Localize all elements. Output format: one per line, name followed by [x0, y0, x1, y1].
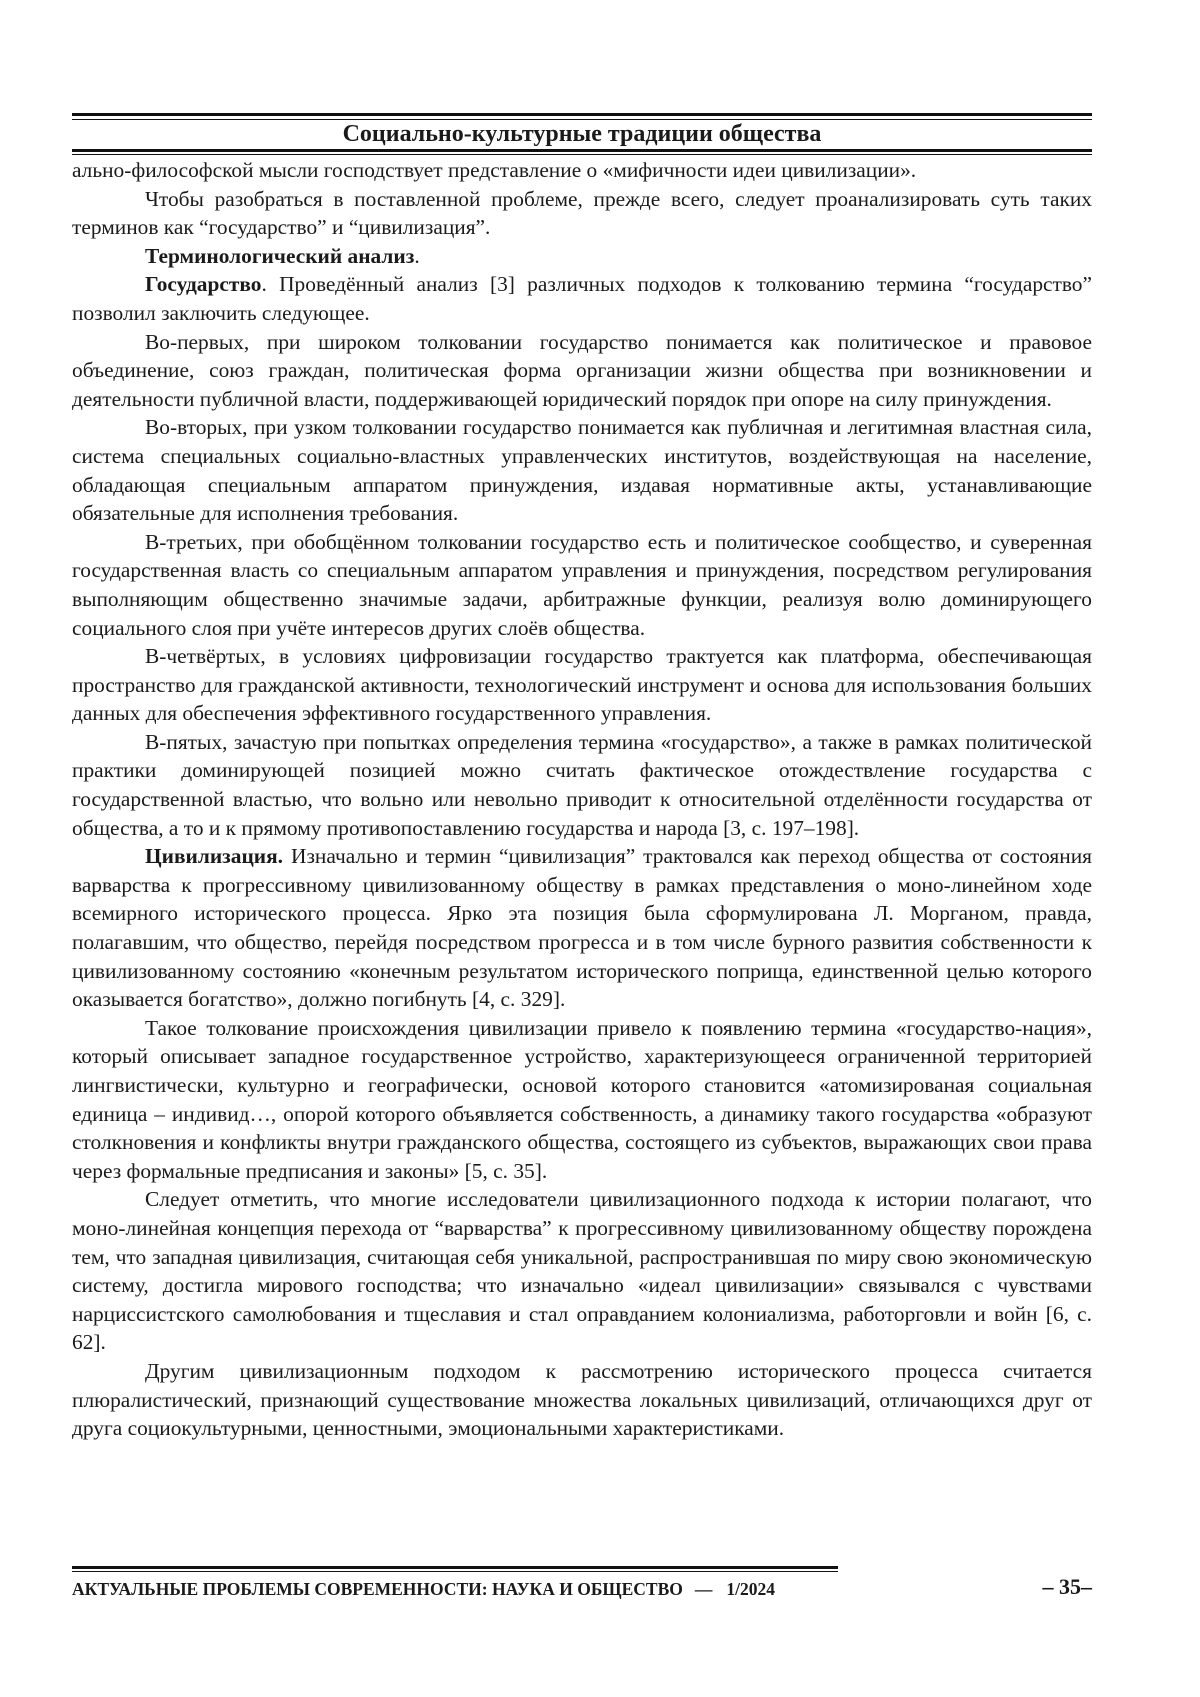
- paragraph: [72, 728, 1092, 842]
- paragraph-state: [72, 270, 1092, 327]
- paragraph-text: Во-первых, при широком толковании государство понимается как политическое и правовое объединение, союз граждан, политическая форма организации жизни общества при возникновении и деятельности публичной власти, поддерживающей юридический порядок при опоре на силу принуждения.: [72, 329, 1092, 411]
- paragraph: [72, 185, 1092, 242]
- paragraph-text: Следует отметить, что многие исследователи цивилизационного подхода к истории полагают, что моно-линейная концепция перехода от “варварства” к прогрессивному цивилизованному обществу порождена тем, что западная цивилизация, считающая себя уникальной, распространившая по миру свою экономическую систему, достигла мирового господства; что изначально «идеал цивилизации» связывался с чувствами нарциссистского самолюбования и тщеславия и стал оправданием колониализма, работорговли и войн [6, с. 62].: [72, 1187, 1092, 1355]
- article-body: [72, 156, 1092, 1443]
- paragraph-text: Во-вторых, при узком толковании государство понимается как публичная и легитимная властная сила, система специальных социально-властных управленческих институтов, воздействующая на население, обладающая специальным аппаратом принуждения, издавая нормативные акты, устанавливающие обязательные для исполнения требования.: [72, 415, 1092, 526]
- footer-separator: —: [694, 1579, 713, 1599]
- page-number: – 35–: [1042, 1574, 1092, 1599]
- paragraph-civilization: [72, 842, 1092, 1014]
- journal-issue: 1/2024: [726, 1579, 776, 1599]
- paragraph-text: В-четвёртых, в условиях цифровизации государство трактуется как платформа, обеспечивающая пространство для гражданской активности, технологический инструмент и основа для использования больших данных для обеспечения эффективного государственного управления.: [72, 644, 1092, 726]
- paragraph: [72, 328, 1092, 414]
- paragraph: [72, 528, 1092, 642]
- header-rule-top: [72, 113, 1092, 120]
- paragraph-text: В-третьих, при обобщённом толковании государство есть и политическое сообщество, и суверенная государственная власть со специальным аппаратом управления и принуждения, посредством регулирования выполняющим общественно значимые задачи, арбитражные функции, реализуя волю доминирующего социального слоя при учёте интересов других слоёв общества.: [72, 529, 1092, 640]
- footer-journal: [72, 1577, 775, 1601]
- paragraph: [72, 1014, 1092, 1186]
- paragraph: [72, 642, 1092, 728]
- paragraph-text: Чтобы разобраться в поставленной проблеме, прежде всего, следует проанализировать суть таких терминов как “государство” и “цивилизация”.: [72, 186, 1092, 240]
- paragraph: [72, 413, 1092, 527]
- term-civilization-bold: Цивилизация.: [145, 844, 284, 869]
- paragraph-continuation: [72, 156, 1092, 185]
- paragraph: [72, 1185, 1092, 1357]
- term-state-bold: Государство: [145, 272, 262, 297]
- running-header-title: Социально-культурные традиции общества: [342, 121, 822, 147]
- paragraph-text: . Проведённый анализ [3] различных подходов к толкованию термина “государство” позволил заключить следующее.: [72, 272, 1092, 325]
- footer-rule: [72, 1566, 838, 1572]
- paragraph-text: Другим цивилизационным подходом к рассмотрению исторического процесса считается плюралистический, признающий существование множества локальных цивилизаций, отличающихся друг от друга социокультурными, ценностными, эмоциональными характеристиками.: [72, 1358, 1092, 1441]
- paragraph-text: В-пятых, зачастую при попытках определения термина «государство», а также в рамках политической практики доминирующей позицией можно считать фактическое отождествление государства с государственной властью, что вольно или невольно приводит к относительной отделённости государства от общества, а то и к прямому противопоставлению государства и народа [3, с. 197–198].: [72, 729, 1092, 840]
- header-rule-bottom: [72, 149, 1092, 155]
- paragraph-text: Изначально и термин “цивилизация” трактовался как переход общества от состояния варварства к прогрессивному цивилизованному обществу в рамках представления о моно-линейном ходе всемирного исторического процесса. Ярко эта позиция была сформулирована Л. Морганом, правда, полагавшим, что общество, перейдя посредством прогресса и в том числе бурного развития собственности к цивилизованному состоянию «конечным результатом исторического поприща, единственной целью которого оказывается богатство», должно погибнуть [4, с. 329].: [72, 844, 1092, 1012]
- paragraph-text: .: [414, 243, 420, 268]
- section-heading-terminology: [72, 242, 1092, 271]
- paragraph: [72, 1357, 1092, 1443]
- journal-title: АКТУАЛЬНЫЕ ПРОБЛЕМЫ СОВРЕМЕННОСТИ: НАУКА И ОБЩЕСТВО: [72, 1579, 683, 1599]
- section-heading-bold: Терминологический анализ: [145, 243, 415, 268]
- paragraph-text: Такое толкование происхождения цивилизации привело к появлению термина «государство-нация», который описывает западное государственное устройство, характеризующееся ограниченной территорией лингвистически, культурно и географически, основой которого становится «атомизированая социальная единица – индивид…, опорой которого объявляется собственность, а динамику такого государства «образуют столкновения и конфликты внутри гражданского общества, состоящего из субъектов, выражающих свои права через формальные предписания и законы» [5, с. 35].: [72, 1015, 1092, 1183]
- paragraph-text: ально-философской мысли господствует представление о «мифичности идеи цивилизации».: [72, 158, 917, 182]
